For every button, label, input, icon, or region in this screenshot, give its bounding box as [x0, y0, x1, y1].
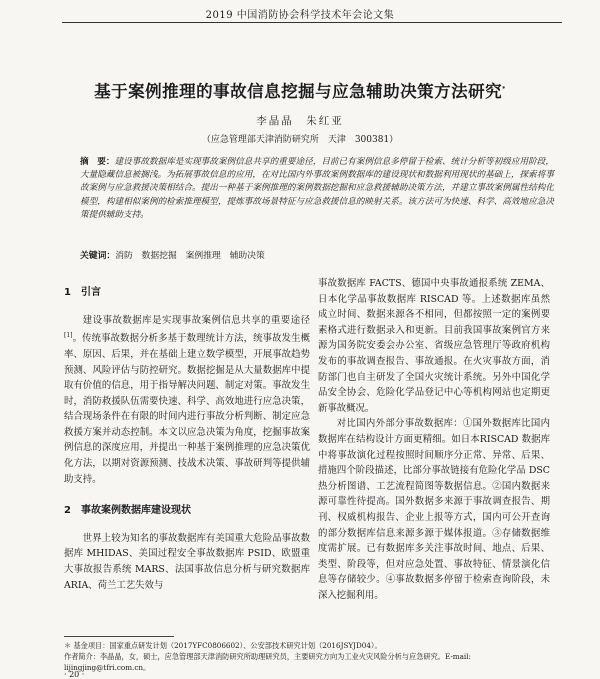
section-1-heading: 1 引言 — [64, 287, 101, 298]
title-footnote-mark: * — [502, 85, 506, 93]
paper-title — [40, 78, 560, 102]
abstract — [80, 156, 554, 222]
keywords — [80, 250, 554, 263]
footnote-funding: ＊ 基金项目：国家重点研发计划（2017YFC0806602）、公安部技术研究计划（2016JSYJD04）。 — [64, 641, 382, 650]
right-paragraph-1: 事故数据库 FACTS、德国中央事故通报系统 ZEMA、日本化学品事故数据库 RISCAD 等。上述数据库虽然成立时间、数据来源各不相同，但都按照一定的案例要素格式进行数据录入和更新。目前我国事故案例官方来源为国务院安委会办公室、省级应急管理厅等政府机构发布的事故调查报告、事故通报。在火灾事故方面，消防部门也自主研发了全国火灾统计系统。另外中国化学品安全协会、危险化学品登记中心等机构网站也定期更新事故概况。 — [318, 278, 550, 414]
left-column — [64, 285, 310, 593]
header-rule — [62, 22, 562, 23]
section-2-paragraph: 世界上较为知名的事故数据库有美国重大危险品事故数据库 MHIDAS、美国过程安全事故数据库 PSID、欧盟重大事故报告系统 MARS、法国事故信息分析与研究数据库 ARIA、荷兰工艺失效与 — [64, 532, 310, 591]
footnote-author-bio: 作者简介：李晶晶，女，硕士，应急管理部天津消防研究所助理研究员，主要研究方向为工业火灾风险分析与应急研究。E-mail: lijingjing@tfri.com.cn。 — [64, 652, 471, 672]
footnotes — [64, 640, 554, 673]
authors: 李晶晶 朱红亚 — [256, 115, 344, 127]
footnote-rule — [64, 636, 174, 637]
affiliation: （应急管理部天津消防研究所 天津 300381） — [201, 135, 399, 145]
keywords-label: 关键词： — [80, 251, 116, 261]
section-1-paragraph-part-b: 。传统事故数据分析多基于数理统计方法，统事故发生概率、原因、后果，并在基础上建立数学模型，开展事故趋势预测、风险评估与防控研究。数据挖掘是从大量数据库中提取有价值的信息，用于指导解决问题、制定对策。事故发生时，消防救援队伍需要快速、科学、高效地进行应急决策，结合现场条件在有限的时间内进行事故分析判断、制定应急救援方案并动态控制。本文以应急决策为角度，挖掘事故案例信息的深度应用，并提出一种基于案例推理的应急决策优化方法，以期对资源预测、技战术决策、事故研判等提供辅助支持。 — [64, 333, 310, 485]
section-2-heading: 2 事故案例数据库建设现状 — [64, 505, 191, 517]
page-number: · 20 · — [64, 670, 85, 679]
abstract-text: 建设事故数据库是实现事故案例信息共享的重要途径，目前已有案例信息多停留于检索、统计分析等初级应用阶段，大量隐藏信息被搁浅。为拓展事故信息的应用，在对比国内外事故案例数据库的建设现状和数据利用现状的基础上，探索将事故案例与应急救援决策相结合。提出一种基于案例推理的案例数据挖掘和应急救援辅助决策方法，并建立事故案例属性结构化模型，构建相似案例的检索推理模型，提炼事故场景特征与应急救援信息的映射关系。该方法可为快速、科学、高效地应急决策提供辅助支持。 — [80, 157, 554, 220]
abstract-label: 摘 要： — [80, 157, 115, 167]
right-paragraph-2: 对比国内外部分事故数据库：①国外数据库比国内数据库在结构设计方面更精细。如日本RISCAD 数据库中将事故演化过程按照时间顺序分正常、异常、后果、措施四个阶段描述，比部分事故链接有危险化学品 DSC 热分析图谱、工艺流程简图等数据信息。②国内数据来源可靠性待提高。国外数据多来源于事故调查报告、期刊、权威机构报告、企业上报等方式，国内可公开查询的部分数据库信息来源多源于媒体报道。③存储数据维度需扩展。已有数据库多关注事故时间、地点、后果、类型、阶段等，但对应急处置、事故特征、情景演化信息等存储较少。④事故数据多停留于检索查询阶段，未深入挖掘利用。 — [318, 418, 550, 601]
running-header: 2019 中国消防协会科学技术年会论文集 — [205, 10, 395, 21]
right-column — [318, 276, 550, 603]
section-1-paragraph — [64, 313, 310, 488]
citation-ref: [1] — [64, 332, 73, 340]
section-1-paragraph-part-a: 建设事故数据库是实现事故案例信息共享的重要途径 — [82, 314, 310, 326]
keywords-text: 消防 数据挖掘 案例推理 辅助决策 — [115, 251, 265, 261]
paper-title-text: 基于案例推理的事故信息挖掘与应急辅助决策方法研究 — [94, 82, 503, 101]
